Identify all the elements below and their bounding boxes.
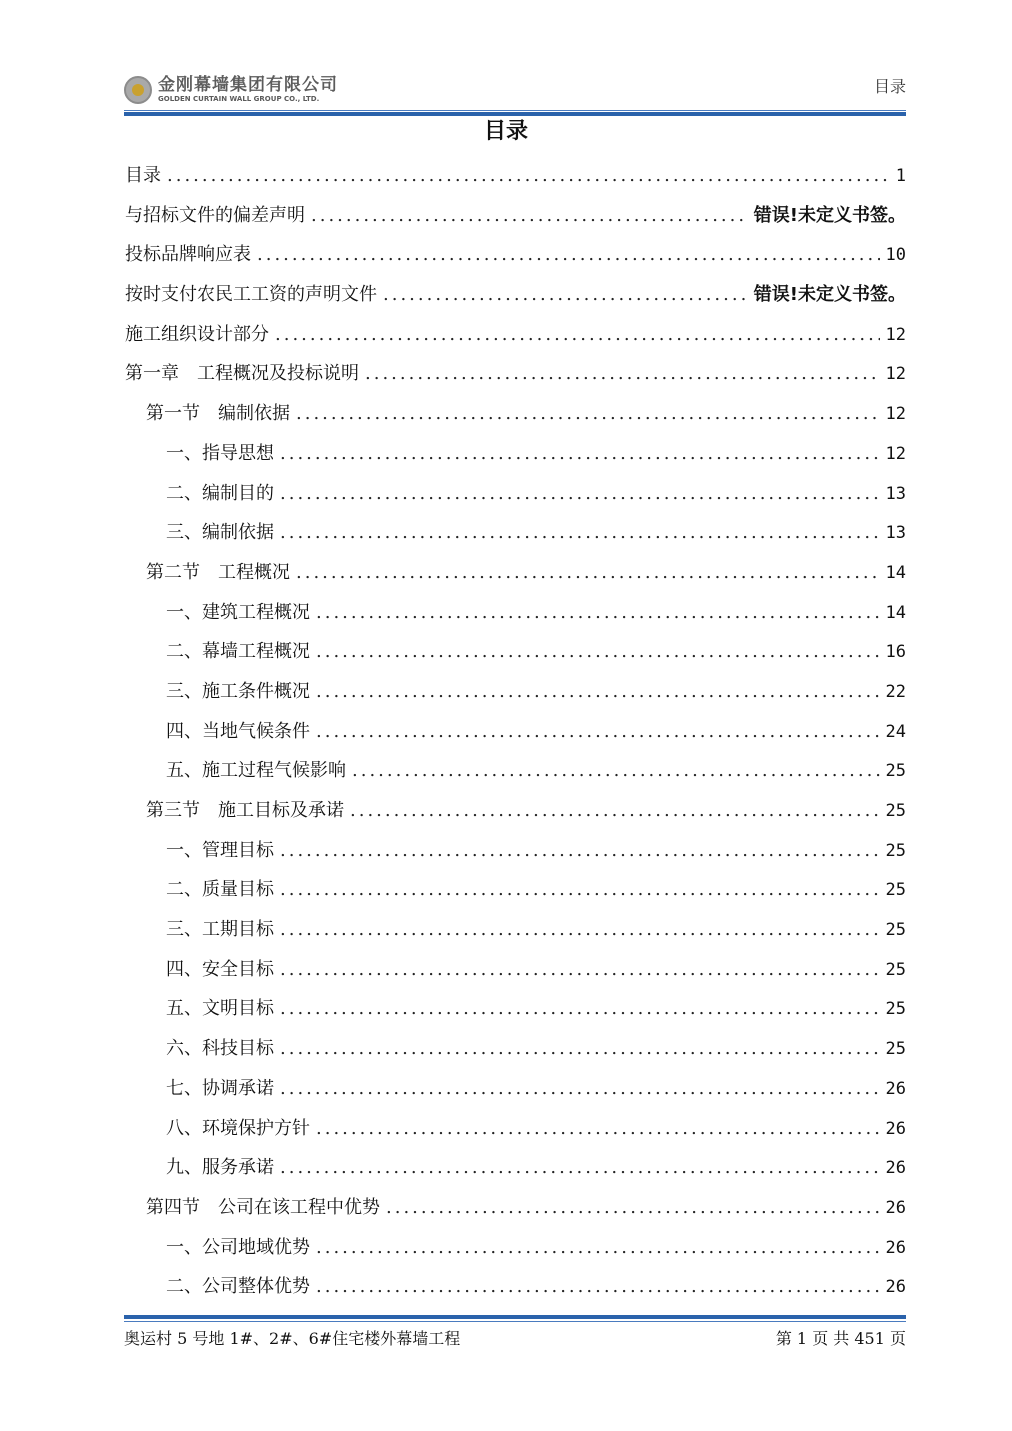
toc-entry-label (166, 712, 310, 752)
toc-dot-leader (350, 791, 880, 831)
toc-entry-label (166, 831, 274, 871)
toc-dot-leader (311, 196, 748, 236)
toc-dot-leader (280, 1029, 880, 1069)
toc-entry[interactable] (125, 196, 906, 236)
toc-dot-leader (386, 1188, 880, 1228)
toc-entry-page: 13 (885, 523, 906, 544)
toc-entry-label (166, 593, 310, 633)
header-section-label: 目录 (873, 77, 906, 96)
toc-entry-page: 13 (885, 483, 906, 504)
toc-dot-leader (316, 1228, 880, 1268)
toc-entry-title: 与招标文件的偏差声明 (125, 204, 305, 226)
toc-entry-page: 26 (885, 1277, 906, 1298)
toc-entry-title: 四、当地气候条件 (166, 720, 310, 742)
toc-entry-page: 24 (885, 721, 906, 742)
toc-entry-title: 三、工期目标 (166, 919, 274, 941)
toc-entry[interactable] (125, 1228, 906, 1268)
toc-dot-leader (275, 315, 880, 355)
company-emblem-icon (124, 76, 152, 104)
footer-page-info: 第 1 页 共 451 页 (775, 1329, 906, 1348)
toc-entry[interactable] (125, 989, 906, 1029)
toc-entry-title: 按时支付农民工工资的声明文件 (125, 284, 377, 306)
toc-entry-page: 25 (885, 999, 906, 1020)
toc-entry-label (166, 1267, 310, 1307)
header-divider-thick (124, 112, 906, 116)
toc-entry-title: 六、科技目标 (166, 1038, 274, 1060)
toc-dot-leader (316, 712, 880, 752)
toc-dot-leader (280, 513, 880, 553)
toc-entry-label (125, 275, 377, 315)
toc-entry-label (166, 1069, 274, 1109)
toc-dot-leader (296, 394, 880, 434)
toc-entry[interactable] (125, 235, 906, 275)
toc-entry-page: 12 (885, 404, 906, 425)
toc-entry-number: 第一节 (146, 403, 200, 425)
toc-dot-leader (280, 989, 880, 1029)
toc-entry[interactable] (125, 712, 906, 752)
toc-entry-title: 一、管理目标 (166, 839, 274, 861)
toc-dot-leader (365, 354, 880, 394)
toc-entry-title: 一、建筑工程概况 (166, 601, 310, 623)
toc-entry-label (166, 989, 274, 1029)
toc-entry-page: 10 (885, 245, 906, 266)
toc-entry-label (166, 1029, 274, 1069)
toc-entry-title: 公司在该工程中优势 (218, 1196, 380, 1218)
toc-entry-page: 12 (885, 364, 906, 385)
toc-entry[interactable] (125, 1109, 906, 1149)
toc-entry-number: 第四节 (146, 1196, 200, 1218)
table-of-contents (125, 156, 906, 1307)
company-name-cn: 金刚幕墙集团有限公司 (158, 75, 338, 95)
toc-entry-number: 第二节 (146, 561, 200, 583)
toc-entry-page: 26 (885, 1158, 906, 1179)
toc-entry-page: 25 (885, 880, 906, 901)
toc-entry-page: 22 (885, 681, 906, 702)
toc-entry-label (146, 553, 290, 593)
toc-dot-leader (352, 751, 880, 791)
toc-entry-label (125, 196, 305, 236)
toc-entry-title: 施工目标及承诺 (218, 800, 344, 821)
footer-project-name: 奥运村 5 号地 1#、2#、6#住宅楼外幕墙工程 (124, 1329, 461, 1348)
toc-entry-title: 二、幕墙工程概况 (166, 641, 310, 663)
toc-entry-label (166, 870, 274, 910)
toc-entry-label (166, 950, 274, 990)
toc-entry-title: 目录 (125, 165, 161, 186)
toc-entry[interactable] (125, 831, 906, 871)
toc-entry-page: 26 (885, 1237, 906, 1258)
toc-entry-label (125, 315, 269, 355)
toc-entry-label (125, 156, 161, 196)
toc-entry[interactable] (125, 910, 906, 950)
toc-entry-page: 14 (885, 562, 906, 583)
footer-divider-thick (124, 1315, 906, 1319)
toc-entry[interactable] (125, 275, 906, 315)
toc-entry-title: 五、文明目标 (166, 998, 274, 1020)
toc-entry-page: 25 (885, 761, 906, 782)
toc-entry-title: 投标品牌响应表 (125, 244, 251, 266)
toc-entry-label (125, 354, 359, 394)
toc-dot-leader (296, 553, 880, 593)
toc-dot-leader (280, 950, 880, 990)
toc-entry-title: 一、指导思想 (166, 442, 274, 464)
toc-entry[interactable] (125, 1188, 906, 1228)
toc-entry-label (146, 394, 290, 434)
header-divider-thin (124, 110, 906, 111)
toc-entry[interactable] (125, 870, 906, 910)
toc-dot-leader (316, 1109, 880, 1149)
toc-entry-title: 二、公司整体优势 (166, 1276, 310, 1298)
toc-dot-leader (280, 1069, 880, 1109)
toc-entry[interactable] (125, 394, 906, 434)
toc-entry-page: 25 (885, 959, 906, 980)
page-header (124, 70, 906, 114)
toc-dot-leader (280, 1148, 880, 1188)
toc-dot-leader (280, 474, 880, 514)
toc-dot-leader (257, 235, 880, 275)
toc-entry-label (166, 513, 274, 553)
toc-entry-label (166, 434, 274, 474)
toc-entry[interactable] (125, 950, 906, 990)
toc-entry[interactable] (125, 1267, 906, 1307)
toc-entry-number: 第三节 (146, 800, 200, 821)
toc-entry-title: 五、施工过程气候影响 (166, 760, 346, 782)
toc-entry-label (146, 1188, 380, 1228)
toc-dot-leader (383, 275, 748, 315)
toc-entry-label (125, 235, 251, 275)
toc-entry-label (166, 1228, 310, 1268)
toc-dot-leader (316, 672, 880, 712)
toc-entry-page: 12 (885, 324, 906, 345)
toc-entry-page: 12 (885, 443, 906, 464)
toc-entry-title: 三、编制依据 (166, 522, 274, 544)
toc-entry[interactable] (125, 315, 906, 355)
toc-dot-leader (316, 593, 880, 633)
toc-entry-title: 二、编制目的 (166, 482, 274, 504)
toc-dot-leader (280, 870, 880, 910)
toc-entry-page: 25 (885, 1039, 906, 1060)
toc-entry-title: 四、安全目标 (166, 958, 274, 980)
toc-entry-page: 错误!未定义书签。 (753, 284, 906, 306)
company-logo (124, 76, 338, 104)
toc-entry-number: 第一章 (125, 363, 179, 385)
toc-entry-title: 七、协调承诺 (166, 1077, 274, 1099)
toc-entry-title: 编制依据 (218, 403, 290, 425)
toc-entry[interactable] (125, 354, 906, 394)
toc-entry-page: 错误!未定义书签。 (753, 204, 906, 226)
toc-entry[interactable] (125, 593, 906, 633)
toc-entry[interactable] (125, 474, 906, 514)
toc-entry-label (146, 791, 344, 831)
toc-entry[interactable] (125, 553, 906, 593)
toc-dot-leader (316, 632, 880, 672)
toc-entry-label (166, 910, 274, 950)
toc-entry[interactable] (125, 156, 906, 196)
toc-dot-leader (280, 910, 880, 950)
toc-entry-title: 九、服务承诺 (166, 1157, 274, 1179)
logo-text (158, 76, 338, 104)
toc-dot-leader (280, 831, 880, 871)
toc-entry-title: 工程概况及投标说明 (197, 363, 359, 385)
toc-entry-label (166, 1148, 274, 1188)
toc-entry-page: 25 (885, 840, 906, 861)
toc-entry[interactable] (125, 751, 906, 791)
toc-entry-title: 工程概况 (218, 561, 290, 583)
toc-entry[interactable] (125, 1148, 906, 1188)
toc-entry-title: 一、公司地域优势 (166, 1236, 310, 1258)
toc-entry-page: 26 (885, 1118, 906, 1139)
footer-divider-thin (124, 1321, 906, 1322)
toc-entry-title: 施工组织设计部分 (125, 323, 269, 345)
toc-entry-label (166, 672, 310, 712)
toc-entry-label (166, 632, 310, 672)
toc-dot-leader (280, 434, 880, 474)
toc-entry-page: 26 (885, 1078, 906, 1099)
toc-entry[interactable] (125, 791, 906, 831)
toc-entry-title: 二、质量目标 (166, 879, 274, 901)
toc-dot-leader (316, 1267, 880, 1307)
toc-entry-page: 26 (885, 1197, 906, 1218)
toc-entry-label (166, 751, 346, 791)
company-name-en: GOLDEN CURTAIN WALL GROUP CO., LTD. (158, 95, 320, 103)
toc-entry[interactable] (125, 1029, 906, 1069)
toc-entry-title: 八、环境保护方针 (166, 1117, 310, 1139)
toc-entry-page: 25 (885, 801, 906, 821)
toc-dot-leader (167, 156, 890, 196)
toc-entry-page: 16 (885, 642, 906, 663)
toc-entry-page: 14 (885, 602, 906, 623)
toc-entry[interactable] (125, 434, 906, 474)
toc-entry-page: 25 (885, 920, 906, 941)
toc-entry[interactable] (125, 1069, 906, 1109)
toc-entry-label (166, 1109, 310, 1149)
toc-entry-title: 三、施工条件概况 (166, 680, 310, 702)
toc-entry-label (166, 474, 274, 514)
toc-entry[interactable] (125, 513, 906, 553)
toc-entry-page: 1 (895, 166, 906, 186)
toc-entry[interactable] (125, 632, 906, 672)
page-title: 目录 (483, 119, 528, 144)
toc-entry[interactable] (125, 672, 906, 712)
